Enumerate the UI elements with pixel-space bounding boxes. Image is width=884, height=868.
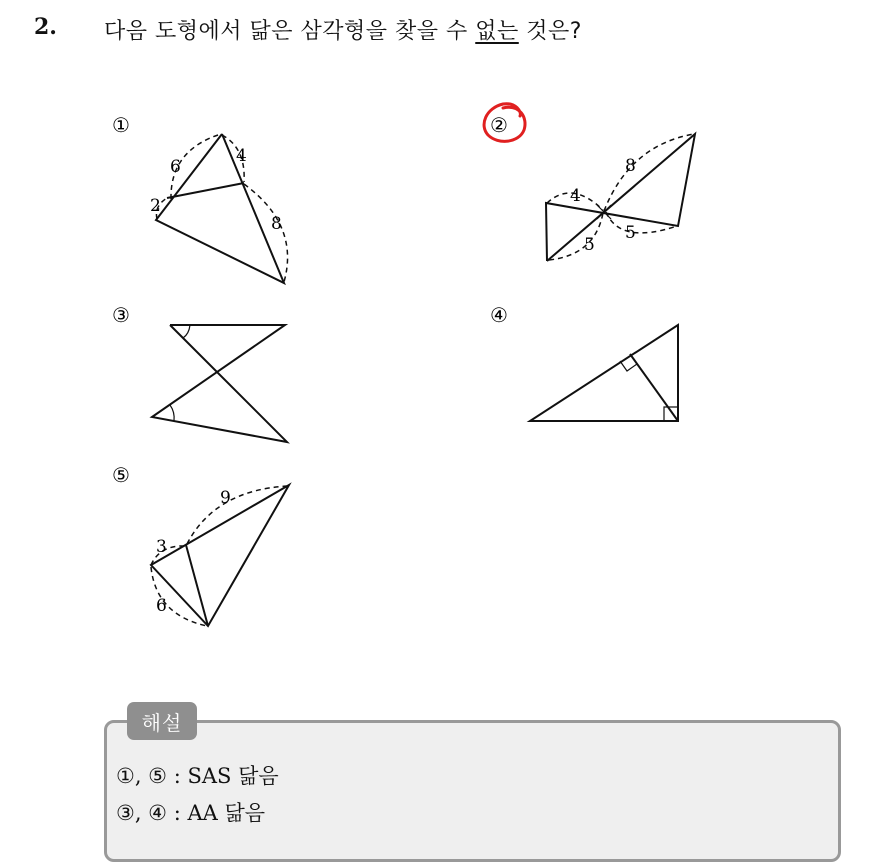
option-5-side-3: 3 — [156, 537, 167, 557]
option-1-side-4: 4 — [236, 146, 247, 166]
option-5[interactable] — [112, 463, 289, 626]
option-1-side-8: 8 — [271, 214, 282, 234]
option-1[interactable] — [112, 113, 288, 283]
option-4-right-angle-marks — [620, 361, 678, 421]
option-5-side-9: 9 — [220, 488, 231, 508]
solution-line-1-sep: : — [167, 764, 188, 788]
option-2-side-4: 4 — [570, 186, 581, 206]
option-2-side-5-right: 5 — [625, 223, 636, 243]
option-4-triangle — [530, 325, 678, 421]
option-1-side-2: 2 — [150, 196, 161, 216]
solution-line-1-items: ①, ⑤ — [116, 764, 168, 788]
option-3-triangles — [152, 325, 287, 442]
question-text-underlined: 없는 — [475, 19, 519, 44]
option-1-label: ① — [112, 113, 130, 137]
option-2-triangles — [546, 134, 695, 261]
option-4[interactable] — [490, 303, 678, 421]
solution-line-1 — [116, 760, 279, 790]
option-2-side-5-left: 5 — [584, 235, 595, 255]
solution-line-2 — [116, 797, 265, 827]
solution-line-2-text: AA 닮음 — [187, 801, 266, 825]
solution-box — [104, 720, 841, 862]
option-3-label: ③ — [112, 303, 130, 327]
solution-line-1-text: SAS 닮음 — [187, 764, 279, 788]
solution-line-2-sep: : — [167, 801, 188, 825]
solution-tag: 해설 — [127, 702, 197, 740]
option-2-label: ② — [490, 113, 508, 137]
option-2[interactable] — [484, 104, 695, 261]
question-text-part2: 것은? — [518, 19, 582, 44]
solution-line-2-items: ③, ④ — [116, 801, 168, 825]
option-4-label: ④ — [490, 303, 508, 327]
option-5-side-6: 6 — [156, 596, 167, 616]
option-3[interactable] — [112, 303, 287, 442]
option-5-label: ⑤ — [112, 463, 130, 487]
option-3-angle-marks — [170, 325, 190, 421]
question-number: 2. — [34, 14, 57, 40]
option-2-side-8: 8 — [625, 156, 636, 176]
option-1-side-6: 6 — [170, 157, 181, 177]
question-text-part1: 다음 도형에서 닮은 삼각형을 찾을 수 — [104, 19, 476, 44]
